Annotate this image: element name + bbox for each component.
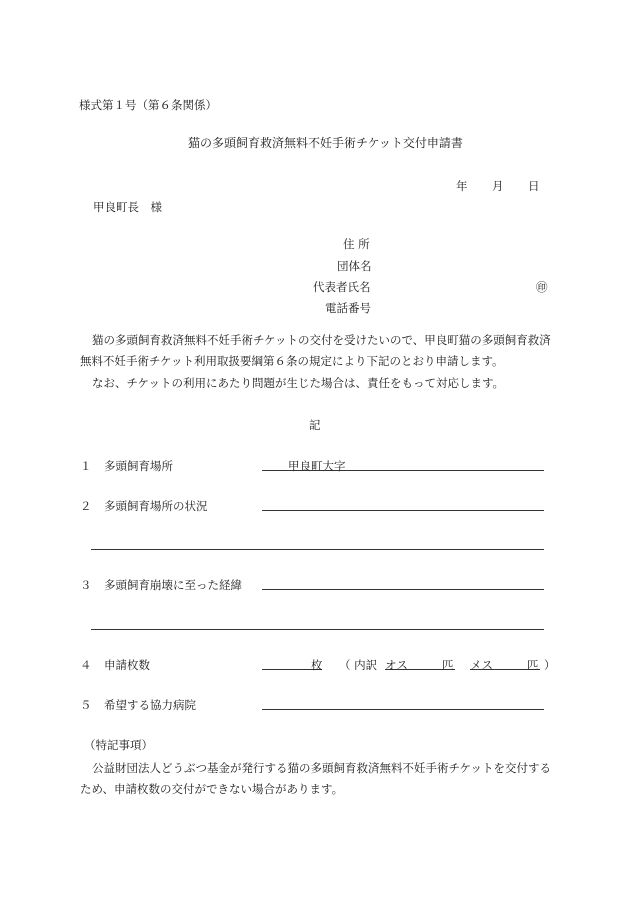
ki-heading: 記: [309, 418, 321, 432]
form-number: 様式第１号（第６条関係）: [79, 98, 217, 112]
item1-value: 甲良町大字: [288, 459, 346, 473]
notes-text: 公益財団法人どうぶつ基金が発行する猫の多頭飼育救済無料不妊手術チケットを交付するため、申請枚数の交付ができない場合があります。: [80, 761, 551, 796]
seal-mark: ㊞: [536, 280, 548, 294]
item3-label: 多頭飼育崩壊に至った経緯: [104, 578, 242, 592]
item3-answer-line-2[interactable]: [91, 629, 544, 630]
address-label: 住 所: [343, 237, 370, 251]
item5-answer-line[interactable]: [262, 709, 544, 710]
item4-male: オス: [385, 658, 408, 672]
group-label: 団体名: [337, 259, 372, 273]
item2-number: ２: [80, 499, 92, 513]
item3-answer-line[interactable]: [262, 589, 544, 590]
item4-female-unit: 匹: [527, 658, 539, 672]
item2-answer-line[interactable]: [262, 510, 544, 511]
phone-label: 電話番号: [325, 301, 371, 315]
item1-number: １: [80, 459, 92, 473]
item4-breakdown-open: （ 内訳: [339, 658, 378, 672]
body-paragraph-2: なお、チケットの利用にあたり問題が生じた場合は、責任をもって対応します。: [92, 376, 505, 390]
item4-label: 申請枚数: [104, 658, 150, 672]
item5-label: 希望する協力病院: [104, 698, 196, 712]
item2-answer-line-2[interactable]: [91, 549, 544, 550]
item1-label: 多頭飼育場所: [104, 459, 173, 473]
item3-number: ３: [80, 578, 92, 592]
body-paragraph-1: 猫の多頭飼育救済無料不妊手術チケットの交付を受けたいので、甲良町猫の多頭飼育救済無料不妊手術チケット利用取扱要綱第６条の規定により下記のとおり申請します。: [80, 333, 551, 368]
item4-female: メス: [470, 658, 493, 672]
item4-unit: 枚: [311, 658, 323, 672]
item4-number: ４: [80, 658, 92, 672]
item2-label: 多頭飼育場所の状況: [104, 499, 208, 513]
item4-male-line[interactable]: [385, 669, 455, 670]
item4-female-line[interactable]: [470, 669, 540, 670]
item4-breakdown-close: ）: [544, 658, 556, 672]
date-month: 月: [492, 179, 504, 193]
date-day: 日: [528, 179, 540, 193]
addressee: 甲良町長 様: [93, 200, 162, 214]
item5-number: ５: [80, 698, 92, 712]
item1-answer-line[interactable]: [262, 470, 544, 471]
item4-male-unit: 匹: [442, 658, 454, 672]
date-year: 年: [456, 179, 468, 193]
page-title: 猫の多頭飼育救済無料不妊手術チケット交付申請書: [188, 136, 463, 150]
representative-label: 代表者氏名: [313, 280, 371, 294]
notes-heading: （特記事項）: [84, 738, 153, 752]
